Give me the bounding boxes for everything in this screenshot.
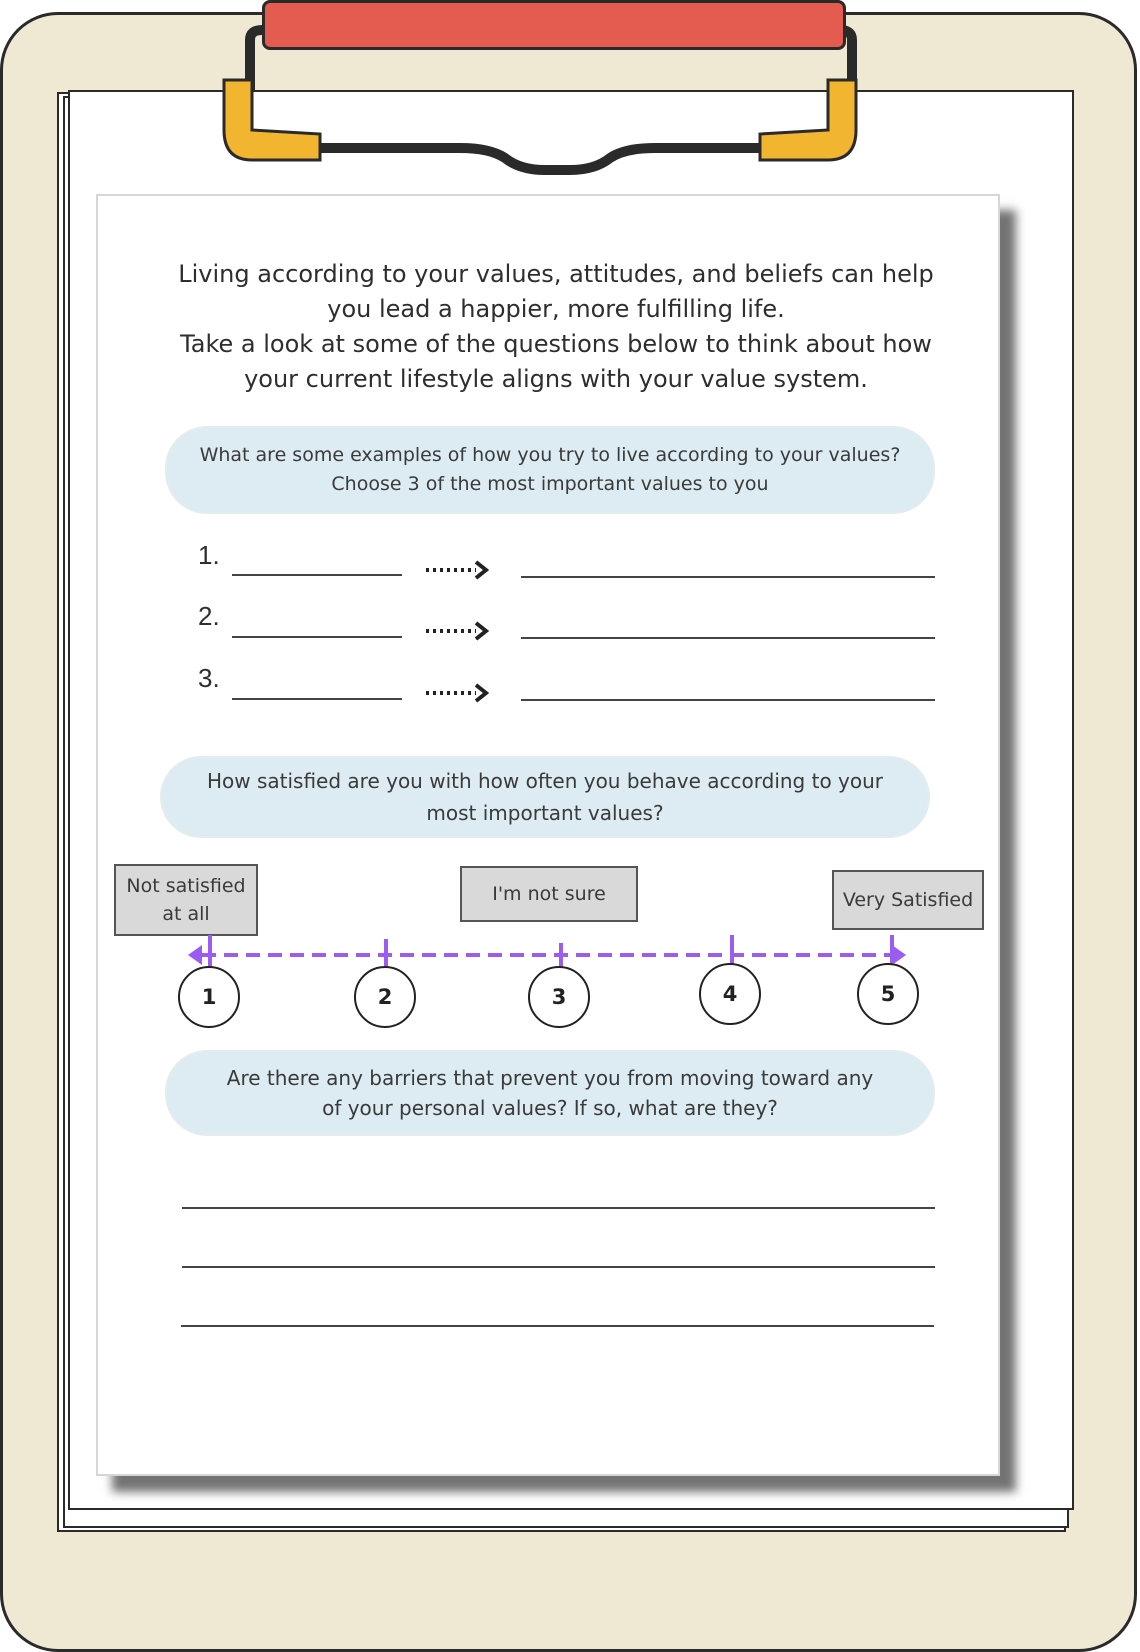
scale-point-4[interactable]: 4 [699, 963, 761, 1025]
question-2-line-1: How satisfied are you with how often you behave according to your [206, 769, 884, 793]
dotted-arrow-icon [424, 683, 494, 703]
value-row-2-example-field[interactable] [521, 637, 935, 639]
intro-text [150, 257, 962, 397]
value-row-1-example-field[interactable] [521, 576, 935, 578]
clip-bar [262, 0, 846, 50]
question-1-line-1: What are some examples of how you try to live according to your values? [199, 444, 901, 466]
question-1-line-2: Choose 3 of the most important values to you [331, 473, 769, 495]
value-row-2-number: 2. [198, 601, 220, 631]
scale-point-5[interactable]: 5 [857, 963, 919, 1025]
answer-line-2[interactable] [182, 1266, 935, 1268]
answer-line-1[interactable] [182, 1207, 935, 1209]
question-3-line-1: Are there any barriers that prevent you from moving toward any [226, 1066, 874, 1090]
answer-line-3[interactable] [181, 1325, 934, 1327]
scale-point-3[interactable]: 3 [528, 966, 590, 1028]
dotted-arrow-icon [424, 560, 494, 580]
value-row-1-field[interactable] [232, 574, 402, 576]
scale-low-label-line-2: at all [162, 903, 210, 925]
scale-mid-label: I'm not sure [460, 866, 638, 922]
question-2-bubble [160, 756, 930, 838]
scale-point-2[interactable]: 2 [354, 966, 416, 1028]
dotted-arrow-icon [424, 621, 494, 641]
intro-line-2: you lead a happier, more fulfilling life. [327, 295, 785, 323]
question-2-line-2: most important values? [426, 801, 664, 825]
scale-high-label: Very Satisfied [832, 870, 984, 930]
scale-low-label-line-1: Not satisfied [126, 875, 246, 897]
scale-point-1[interactable]: 1 [178, 966, 240, 1028]
value-row-1-number: 1. [198, 540, 220, 570]
value-row-3-number: 3. [198, 663, 220, 693]
value-row-2-field[interactable] [232, 636, 402, 638]
intro-line-3: Take a look at some of the questions below to think about how [180, 330, 932, 358]
value-row-3-example-field[interactable] [521, 699, 935, 701]
question-1-bubble [165, 426, 935, 514]
intro-line-1: Living according to your values, attitudes, and beliefs can help [178, 260, 934, 288]
question-3-bubble [165, 1050, 935, 1136]
question-3-line-2: of your personal values? If so, what are they? [322, 1096, 778, 1120]
intro-line-4: your current lifestyle aligns with your value system. [244, 365, 868, 393]
value-row-3-field[interactable] [232, 698, 402, 700]
